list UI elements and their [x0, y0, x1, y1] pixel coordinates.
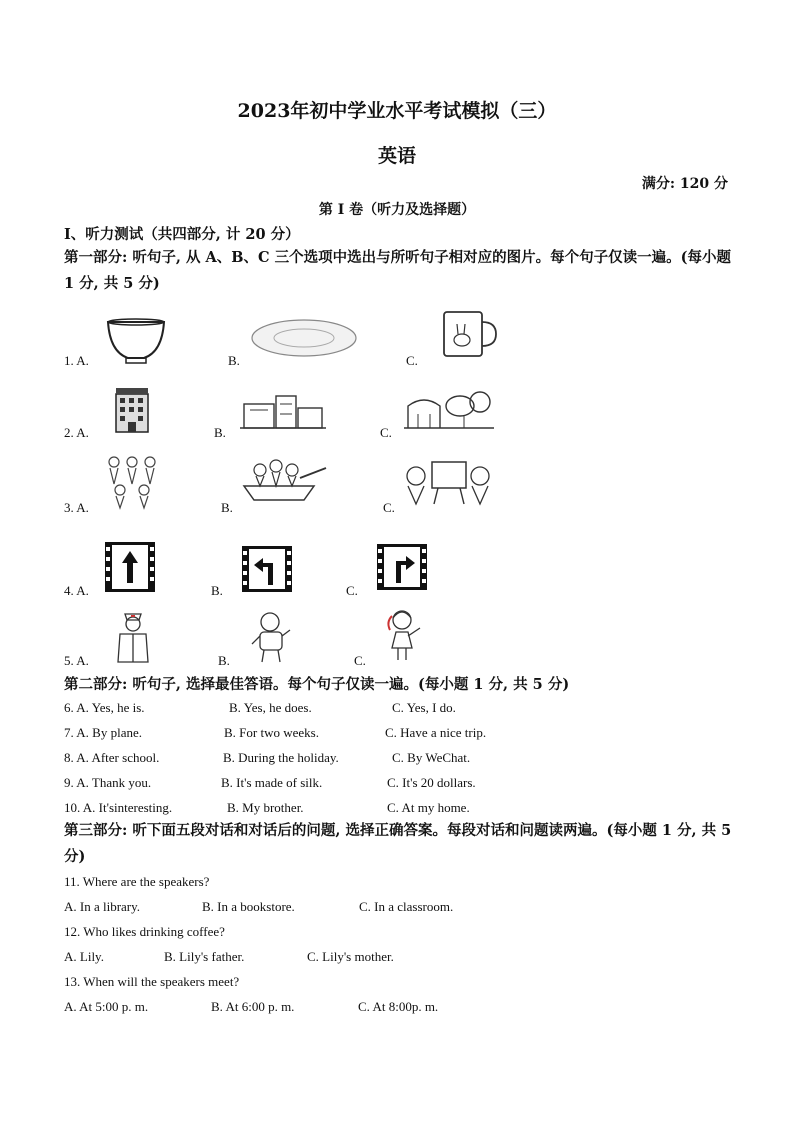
choice-7-b: B. For two weeks.	[224, 725, 319, 740]
option-label: C.	[383, 500, 395, 515]
question-13: 13. When will the speakers meet?	[64, 974, 240, 989]
choice-6-a: 6. A. Yes, he is.	[64, 700, 145, 715]
choice-12-c: C. Lily's mother.	[307, 949, 394, 964]
choice-6-c: C. Yes, I do.	[392, 700, 456, 715]
zoo-icon	[404, 388, 494, 432]
volume-title: 第 I 卷（听力及选择题）	[318, 202, 476, 218]
astronaut-icon	[250, 610, 294, 664]
option-label: 5. A.	[64, 653, 89, 668]
section-title: I、听力测试（共四部分, 计 20 分）	[64, 226, 300, 243]
choice-9-c: C. It's 20 dollars.	[387, 775, 476, 790]
choice-13-b: B. At 6:00 p. m.	[211, 999, 295, 1014]
choice-8-b: B. During the holiday.	[223, 750, 339, 765]
exam-title: 2023年初中学业水平考试模拟（三）	[237, 100, 557, 122]
option-label: B.	[211, 583, 223, 598]
option-label: 3. A.	[64, 500, 89, 515]
choice-13-c: C. At 8:00p. m.	[358, 999, 439, 1014]
left-turn-sign-icon	[241, 545, 293, 593]
choice-10-b: B. My brother.	[227, 800, 304, 815]
bowl-icon	[104, 314, 168, 366]
option-label: C.	[354, 653, 366, 668]
option-label: B.	[214, 425, 226, 440]
question-12: 12. Who likes drinking coffee?	[64, 924, 225, 939]
option-label: B.	[218, 653, 230, 668]
option-label: C.	[380, 425, 392, 440]
straight-arrow-sign-icon	[104, 541, 156, 593]
choice-7-a: 7. A. By plane.	[64, 725, 142, 740]
option-label: C.	[346, 583, 358, 598]
subject-title: 英语	[377, 145, 416, 167]
choice-6-b: B. Yes, he does.	[229, 700, 312, 715]
choice-12-a: A. Lily.	[64, 949, 104, 964]
mug-icon	[440, 306, 498, 360]
choice-11-b: B. In a bookstore.	[202, 899, 295, 914]
factory-icon	[240, 388, 326, 432]
option-label: B.	[228, 353, 240, 368]
children-board-icon	[402, 458, 494, 508]
option-label: 1. A.	[64, 353, 89, 368]
question-11: 11. Where are the speakers?	[64, 874, 210, 889]
building-icon	[110, 384, 154, 434]
option-label: C.	[406, 353, 418, 368]
choice-11-c: C. In a classroom.	[359, 899, 454, 914]
choice-10-a: 10. A. It'sinteresting.	[64, 800, 173, 815]
option-label: 4. A.	[64, 583, 89, 598]
choice-8-a: 8. A. After school.	[64, 750, 160, 765]
children-group-icon	[104, 454, 162, 510]
choice-9-b: B. It's made of silk.	[221, 775, 323, 790]
nurse-icon	[112, 608, 154, 664]
plate-icon	[248, 316, 360, 360]
part1-instructions: 第一部分: 听句子, 从 A、B、C 三个选项中选出与所听句子相对应的图片。每个句子仅读一遍。(每小题 1 分, 共 5 分)	[64, 249, 731, 292]
boat-icon	[240, 456, 328, 504]
girl-icon	[380, 606, 424, 662]
choice-11-a: A. In a library.	[64, 899, 141, 914]
part3-instructions: 第三部分: 听下面五段对话和对话后的问题, 选择正确答案。每段对话和问题读两遍。(每小题 1 分, 共 5 分)	[64, 822, 732, 865]
part2-instructions: 第二部分: 听句子, 选择最佳答语。每个句子仅读一遍。(每小题 1 分, 共 5 分)	[64, 676, 570, 693]
right-turn-sign-icon	[376, 543, 428, 591]
option-label: 2. A.	[64, 425, 89, 440]
choice-13-a: A. At 5:00 p. m.	[64, 999, 149, 1014]
choice-7-c: C. Have a nice trip.	[385, 725, 487, 740]
choice-8-c: C. By WeChat.	[392, 750, 471, 765]
option-label: B.	[221, 500, 233, 515]
choice-10-c: C. At my home.	[387, 800, 470, 815]
full-score: 满分: 120 分	[641, 176, 728, 192]
choice-12-b: B. Lily's father.	[164, 949, 245, 964]
choice-9-a: 9. A. Thank you.	[64, 775, 152, 790]
